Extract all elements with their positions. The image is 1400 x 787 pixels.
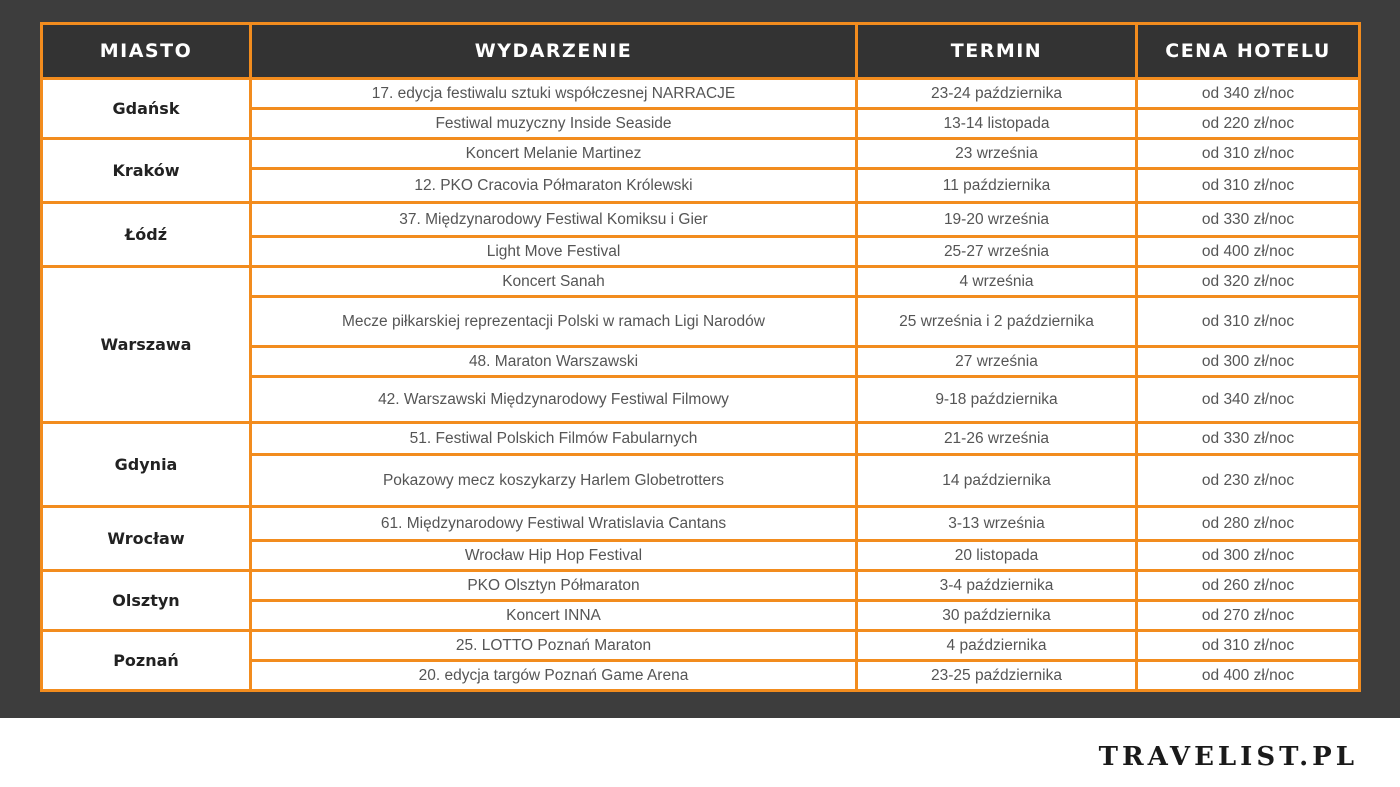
header-row (42, 24, 1360, 79)
price-cell: od 300 zł/noc (1137, 347, 1360, 377)
price-cell: od 340 zł/noc (1137, 79, 1360, 109)
city-cell: Gdynia (42, 423, 251, 507)
header-price: CENA HOTELU (1137, 24, 1360, 79)
date-cell: 25 września i 2 października (857, 297, 1137, 347)
price-cell: od 220 zł/noc (1137, 109, 1360, 139)
table-row (42, 631, 1360, 661)
price-cell: od 310 zł/noc (1137, 169, 1360, 203)
table-body (42, 79, 1360, 691)
header-event: WYDARZENIE (251, 24, 857, 79)
city-cell: Poznań (42, 631, 251, 691)
price-cell: od 270 zł/noc (1137, 601, 1360, 631)
price-cell: od 320 zł/noc (1137, 267, 1360, 297)
event-cell: 48. Maraton Warszawski (251, 347, 857, 377)
date-cell: 3-13 września (857, 507, 1137, 541)
event-cell: 61. Międzynarodowy Festiwal Wratislavia Cantans (251, 507, 857, 541)
price-cell: od 340 zł/noc (1137, 377, 1360, 423)
city-cell: Gdańsk (42, 79, 251, 139)
city-cell: Łódź (42, 203, 251, 267)
date-cell: 9-18 października (857, 377, 1137, 423)
date-cell: 11 października (857, 169, 1137, 203)
event-cell: Koncert Melanie Martinez (251, 139, 857, 169)
event-cell: 12. PKO Cracovia Półmaraton Królewski (251, 169, 857, 203)
date-cell: 20 listopada (857, 541, 1137, 571)
price-cell: od 310 zł/noc (1137, 297, 1360, 347)
table-row (42, 79, 1360, 109)
event-cell: Pokazowy mecz koszykarzy Harlem Globetrotters (251, 455, 857, 507)
price-cell: od 330 zł/noc (1137, 423, 1360, 455)
price-cell: od 310 zł/noc (1137, 631, 1360, 661)
price-cell: od 400 zł/noc (1137, 237, 1360, 267)
price-cell: od 260 zł/noc (1137, 571, 1360, 601)
price-cell: od 230 zł/noc (1137, 455, 1360, 507)
date-cell: 4 października (857, 631, 1137, 661)
city-cell: Wrocław (42, 507, 251, 571)
city-cell: Kraków (42, 139, 251, 203)
event-cell: 51. Festiwal Polskich Filmów Fabularnych (251, 423, 857, 455)
event-cell: PKO Olsztyn Półmaraton (251, 571, 857, 601)
brand-logo: TRAVELIST.PL (1098, 742, 1358, 772)
date-cell: 30 października (857, 601, 1137, 631)
date-cell: 13-14 listopada (857, 109, 1137, 139)
date-cell: 4 września (857, 267, 1137, 297)
event-cell: Festiwal muzyczny Inside Seaside (251, 109, 857, 139)
event-cell: Mecze piłkarskiej reprezentacji Polski w ramach Ligi Narodów (251, 297, 857, 347)
events-table (40, 22, 1361, 692)
date-cell: 23-24 października (857, 79, 1137, 109)
event-cell: 37. Międzynarodowy Festiwal Komiksu i Gier (251, 203, 857, 237)
price-cell: od 400 zł/noc (1137, 661, 1360, 691)
table-row (42, 203, 1360, 237)
event-cell: Koncert INNA (251, 601, 857, 631)
event-cell: Koncert Sanah (251, 267, 857, 297)
price-cell: od 300 zł/noc (1137, 541, 1360, 571)
date-cell: 23 września (857, 139, 1137, 169)
date-cell: 27 września (857, 347, 1137, 377)
price-cell: od 310 zł/noc (1137, 139, 1360, 169)
table-row (42, 423, 1360, 455)
date-cell: 21-26 września (857, 423, 1137, 455)
date-cell: 14 października (857, 455, 1137, 507)
event-cell: 20. edycja targów Poznań Game Arena (251, 661, 857, 691)
table-row (42, 139, 1360, 169)
price-cell: od 280 zł/noc (1137, 507, 1360, 541)
table-row (42, 571, 1360, 601)
table-row (42, 267, 1360, 297)
date-cell: 23-25 października (857, 661, 1137, 691)
date-cell: 25-27 września (857, 237, 1137, 267)
header-date: TERMIN (857, 24, 1137, 79)
event-cell: 42. Warszawski Międzynarodowy Festiwal Filmowy (251, 377, 857, 423)
price-cell: od 330 zł/noc (1137, 203, 1360, 237)
event-cell: Wrocław Hip Hop Festival (251, 541, 857, 571)
city-cell: Warszawa (42, 267, 251, 423)
city-cell: Olsztyn (42, 571, 251, 631)
date-cell: 19-20 września (857, 203, 1137, 237)
event-cell: Light Move Festival (251, 237, 857, 267)
header-city: MIASTO (42, 24, 251, 79)
table-row (42, 507, 1360, 541)
event-cell: 25. LOTTO Poznań Maraton (251, 631, 857, 661)
date-cell: 3-4 października (857, 571, 1137, 601)
event-cell: 17. edycja festiwalu sztuki współczesnej NARRACJE (251, 79, 857, 109)
